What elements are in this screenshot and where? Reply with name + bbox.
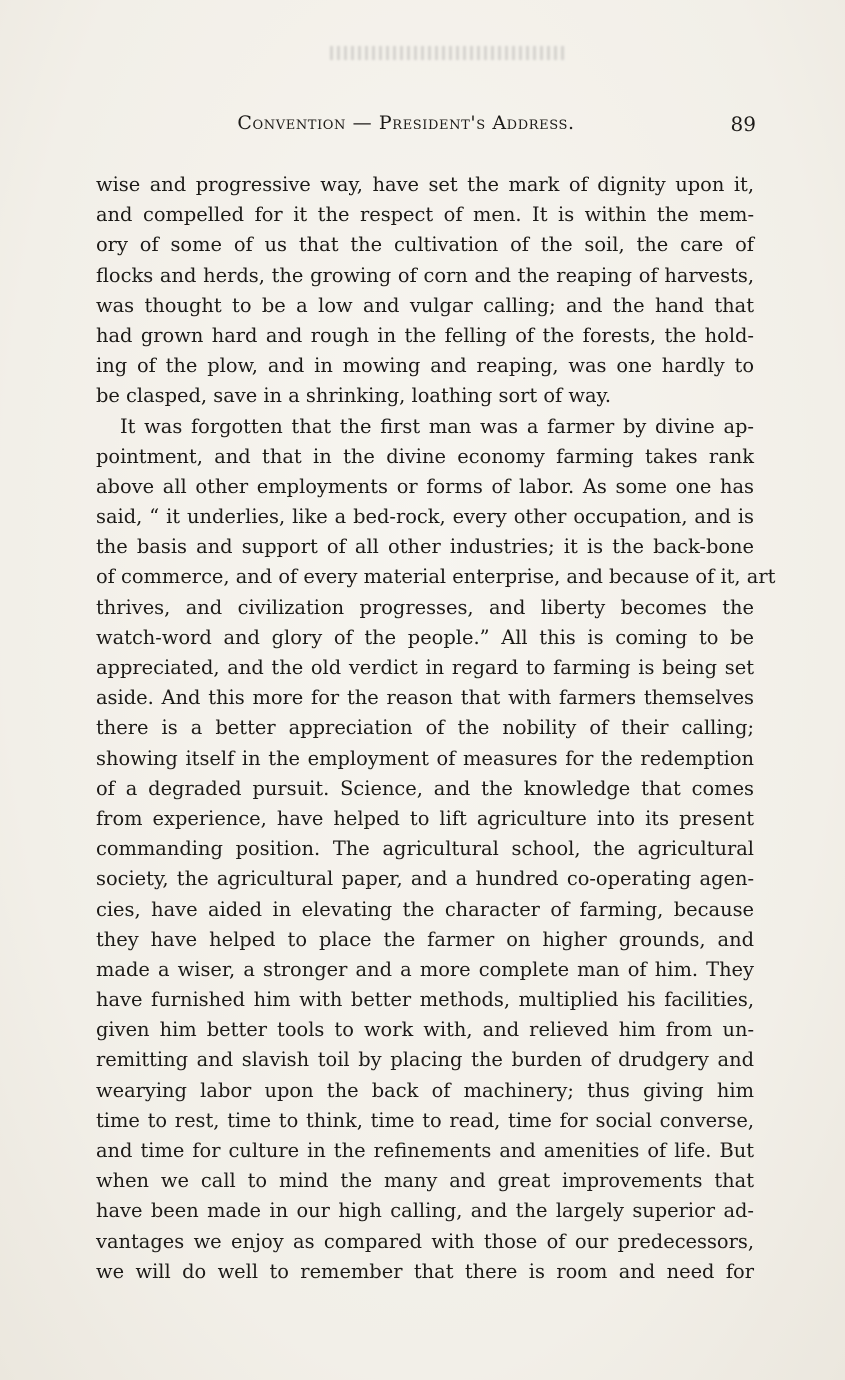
text-line: they have helped to place the farmer on higher grounds, and	[96, 927, 754, 951]
text-line: and time for culture in the refinements and amenities of life. But	[96, 1139, 754, 1162]
page-number: 89	[730, 112, 756, 136]
text-line: commanding position. The agricultural school, the agricultural	[96, 837, 754, 861]
text-line: showing itself in the employment of measures for the redemption	[96, 746, 754, 770]
text-line: was thought to be a low and vulgar calling; and the hand that	[96, 293, 754, 317]
text-line: pointment, and that in the divine economy farming takes rank	[96, 444, 754, 468]
text-line: wearying labor upon the back of machinery; thus giving him	[96, 1078, 754, 1102]
text-line: watch-word and glory of the people.” All this is coming to be	[96, 625, 754, 649]
text-line: appreciated, and the old verdict in regard to farming is being set	[96, 656, 754, 679]
text-line: remitting and slavish toil by placing the burden of drudgery and	[96, 1048, 754, 1072]
text-line: made a wiser, a stronger and a more complete man of him. They	[96, 957, 754, 981]
paragraph-start-line: It was forgotten that the first man was a farmer by divine ap-	[120, 414, 754, 438]
text-line: society, the agricultural paper, and a hundred co-operating agen-	[96, 867, 754, 891]
text-line: ory of some of us that the cultivation of the soil, the care of	[96, 233, 754, 257]
text-line: thrives, and civilization progresses, and liberty becomes the	[96, 595, 754, 619]
text-line: wise and progressive way, have set the mark of dignity upon it,	[96, 173, 754, 196]
text-line: have been made in our high calling, and the largely superior ad-	[96, 1199, 754, 1223]
text-line: when we call to mind the many and great improvements that	[96, 1169, 754, 1193]
text-line: of a degraded pursuit. Science, and the knowledge that comes	[96, 776, 754, 800]
text-line: be clasped, save in a shrinking, loathing sort of way.	[96, 384, 612, 408]
text-line: vantages we enjoy as compared with those of our predecessors,	[96, 1229, 754, 1253]
text-line: time to rest, time to think, time to read, time for social converse,	[96, 1108, 754, 1132]
text-line: aside. And this more for the reason that with farmers themselves	[96, 686, 754, 710]
text-line: and compelled for it the respect of men. It is within the mem-	[96, 203, 754, 227]
text-line: there is a better appreciation of the nobility of their calling;	[96, 716, 754, 740]
text-line: of commerce, and of every material enterprise, and because of it, art	[96, 565, 776, 589]
text-line: cies, have aided in elevating the character of farming, because	[96, 897, 754, 921]
text-line: flocks and herds, the growing of corn and the reaping of harvests,	[96, 263, 754, 287]
running-head	[96, 112, 756, 142]
text-line: have furnished him with better methods, multiplied his facilities,	[96, 988, 754, 1012]
text-line: from experience, have helped to lift agriculture into its present	[96, 806, 754, 830]
running-title: Convention — President's Address.	[237, 112, 575, 134]
text-line: said, “ it underlies, like a bed-rock, every other occupation, and is	[96, 505, 754, 529]
text-line: we will do well to remember that there is room and need for	[96, 1259, 754, 1283]
text-line: above all other employments or forms of labor. As some one has	[96, 474, 754, 498]
ink-smudge	[330, 46, 565, 60]
text-line: the basis and support of all other industries; it is the back-bone	[96, 535, 754, 559]
text-line: had grown hard and rough in the felling of the forests, the hold-	[96, 323, 754, 347]
text-line: ing of the plow, and in mowing and reaping, was one hardly to	[96, 354, 754, 378]
text-line: given him better tools to work with, and relieved him from un-	[96, 1018, 754, 1042]
body-text	[96, 170, 776, 1287]
